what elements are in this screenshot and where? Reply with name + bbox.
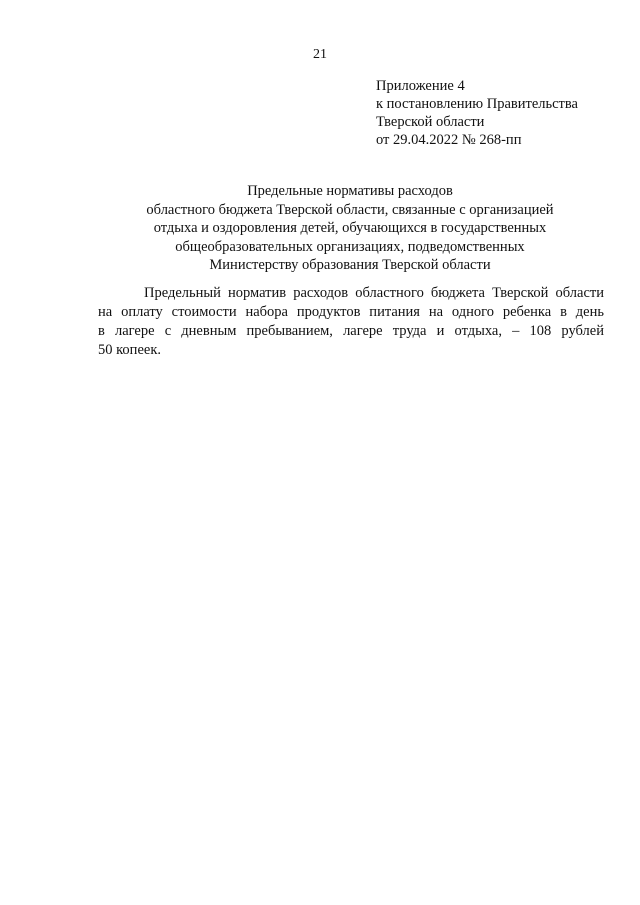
body-line: на оплату стоимости набора продуктов питания на одного ребенка в день <box>98 304 604 320</box>
body-paragraph <box>98 284 604 360</box>
appendix-block <box>376 77 616 149</box>
title-line: отдыха и оздоровления детей, обучающихся в государственных <box>153 220 547 236</box>
appendix-line: от 29.04.2022 № 268-пп <box>376 132 522 148</box>
title-line: Предельные нормативы расходов <box>247 183 453 199</box>
body-line: 50 копеек. <box>98 342 161 358</box>
title-line: общеобразовательных организациях, подведомственных <box>175 238 525 255</box>
appendix-line: Тверской области <box>376 114 485 130</box>
title-line: Министерству образования Тверской области <box>209 257 491 273</box>
title-line: областного бюджета Тверской области, связанные с организацией <box>146 201 554 218</box>
appendix-line: к постановлению Правительства <box>376 96 578 112</box>
appendix-line: Приложение 4 <box>376 78 465 94</box>
page-number: 21 <box>313 47 327 62</box>
body-line: Предельный норматив расходов областного бюджета Тверской области <box>144 285 604 301</box>
document-title <box>60 182 640 275</box>
body-line: в лагере с дневным пребыванием, лагере труда и отдыха, – 108 рублей <box>98 323 604 339</box>
